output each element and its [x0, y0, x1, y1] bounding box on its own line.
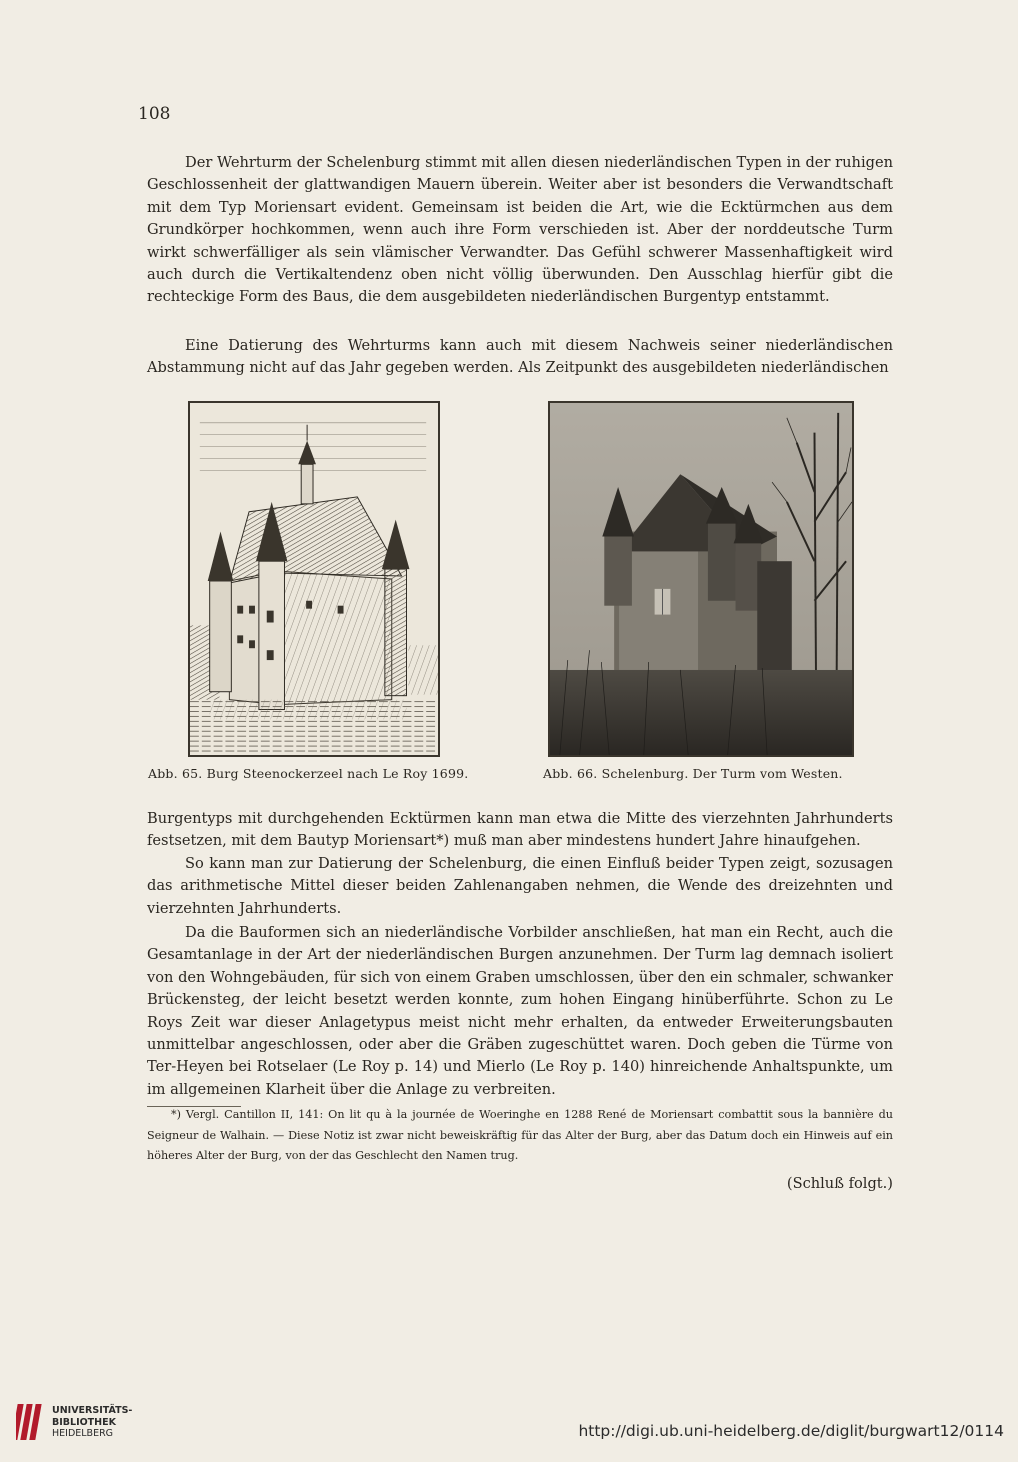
source-url-link[interactable]: http://digi.ub.uni-heidelberg.de/diglit/burgwart12/0114: [578, 1422, 1004, 1440]
library-name: [52, 1405, 132, 1440]
library-seal-icon: [16, 1402, 50, 1442]
library-name-line-3: HEIDELBERG: [52, 1428, 114, 1439]
paragraph-1: Der Wehrturm der Schelenburg stimmt mit allen diesen niederländischen Typen in der ruhigen Geschlossenheit der glattwandigen Mauern überein. Weiter aber ist besonders die Verwandtschaft mit dem Typ Moriensart evident. Gemeinsam ist beiden die Art, wie die Ecktürmchen aus dem Grundkörper hochkommen, wenn auch ihre Form verschieden ist. Aber der norddeutsche Turm wirkt schwerfälliger als sein vlämischer Verwandter. Das Gefühl schwerer Massenhaftigkeit wird auch durch die Vertikaltendenz oben nicht völlig überwunden. Den Ausschlag hierfür gibt die rechteckige Form des Baus, die dem ausgebildeten niederländischen Burgentyp entstammt.: [147, 154, 893, 306]
paragraph-2: Eine Datierung des Wehrturms kann auch mit diesem Nachweis seiner niederländischen Abstammung nicht auf das Jahr gegeben werden. Als Zeitpunkt des ausgebildeten niederländischen: [147, 337, 893, 377]
figure-65-caption: Abb. 65. Burg Steenockerzeel nach Le Roy 1699.: [148, 766, 469, 781]
figure-engraving-steenockerzeel: [188, 401, 440, 757]
tower-photograph-image: [550, 403, 852, 755]
library-name-line-1: UNIVERSITÄTS-: [52, 1405, 133, 1416]
paragraph-3: Burgentyps mit durchgehenden Ecktürmen kann man etwa die Mitte des vierzehnten Jahrhunderts festsetzen, mit dem Bautyp Moriensart*) muß man aber mindestens hundert Jahre hinaufgehen.: [147, 810, 893, 850]
library-name-line-2: BIBLIOTHEK: [52, 1416, 116, 1428]
paragraph-4: So kann man zur Datierung der Schelenburg, die einen Einfluß beider Typen zeigt, sozusagen das arithmetische Mittel dieser beiden Zahlenangaben nehmen, die Wende des dreizehnten und vierzehnten Jahrhunderts.: [147, 855, 893, 917]
footnote: *) Vergl. Cantillon II, 141: On lit qu à la journée de Woeringhe en 1288 René de Moriensart combattit sous la bannière du Seigneur de Walhain. — Diese Notiz ist zwar nicht beweiskräftig für das Alter der Burg, aber das Datum doch ein Hinweis auf ein höheres Alter der Burg, von der das Geschlecht den Namen trug.: [147, 1108, 893, 1162]
page-number: 108: [138, 104, 171, 124]
figure-photo-schelenburg: [548, 401, 854, 757]
paragraph-5: Da die Bauformen sich an niederländische Vorbilder anschließen, hat man ein Recht, auch die Gesamtanlage in der Art der niederländischen Burgen anzunehmen. Der Turm lag demnach isoliert von den Wohngebäuden, für sich von einem Graben umschlossen, über den ein schmaler, schwanker Brückensteg, der leicht besetzt werden konnte, zum hohen Eingang hinüberführte. Schon zu Le Roys Zeit war dieser Anlagetypus meist nicht mehr erhalten, da entweder Erweiterungsbauten unmittelbar angeschlossen, oder aber die Gräben zugeschüttet waren. Doch geben die Türme von Ter-Heyen bei Rotselaer (Le Roy p. 14) und Mierlo (Le Roy p. 140) hinreichende Anhaltspunkte, um im allgemeinen Klarheit über die Anlage zu verbreiten.: [147, 924, 893, 1098]
figure-66-caption: Abb. 66. Schelenburg. Der Turm vom Westen.: [543, 766, 843, 781]
closing-note: (Schluß folgt.): [786, 1175, 893, 1192]
castle-engraving-image: [190, 403, 438, 755]
